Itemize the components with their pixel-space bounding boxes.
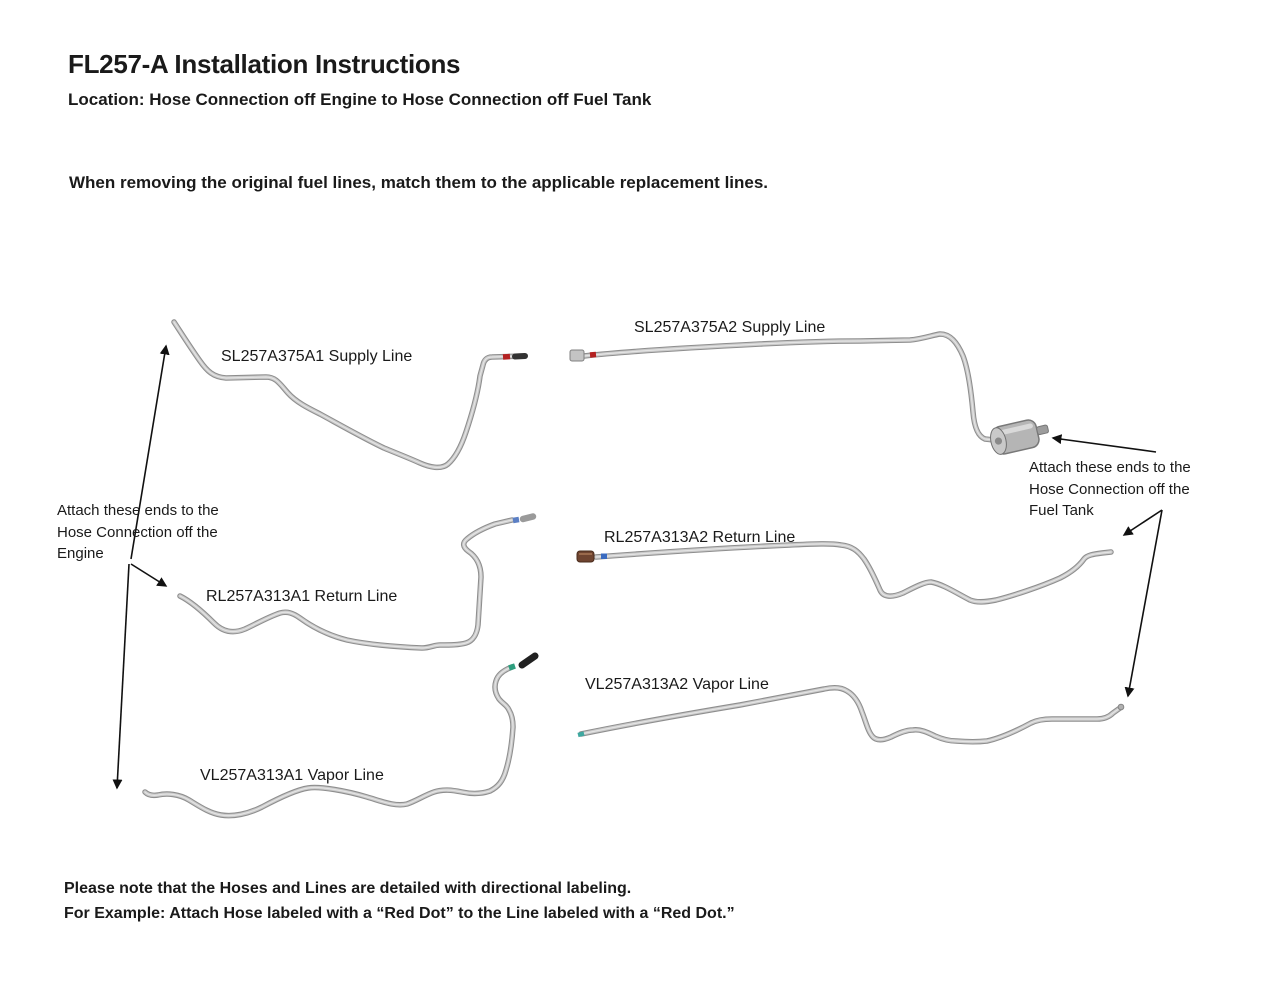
arrow-to-vapor-a1-icon [117, 564, 129, 788]
supply-line-a2-tube [584, 334, 994, 440]
supply-line-a2 [570, 334, 1051, 456]
intro-note: When removing the original fuel lines, match them to the applicable replacement lines. [69, 173, 769, 192]
fuel-tank-callout [1029, 457, 1191, 522]
supply-line-a1-tube [174, 322, 524, 467]
black-tip [522, 656, 535, 665]
label-return-line-a1: RL257A313A1 Return Line [206, 588, 398, 605]
supply-line-a1-tube [174, 322, 524, 467]
arrow-to-return-a1-icon [131, 564, 166, 586]
engine-callout-arrows [117, 346, 166, 788]
return-line-a1-tube [180, 520, 512, 648]
blue-dot-marker [513, 520, 519, 521]
vapor-line-a2-tube [581, 688, 1120, 742]
label-supply-line-a2: SL257A375A2 Supply Line [634, 319, 826, 336]
blue-dot-marker [601, 554, 607, 560]
vapor-line-a1 [145, 656, 535, 816]
return-line-a1 [180, 517, 533, 649]
footnote-line-1: Please note that the Hoses and Lines are detailed with directional labeling. [64, 880, 632, 897]
black-tip [515, 356, 525, 357]
fuel-filter [988, 416, 1051, 456]
label-return-line-a2: RL257A313A2 Return Line [604, 529, 796, 546]
location-subtitle: Location: Hose Connection off Engine to Hose Connection off Fuel Tank [68, 90, 652, 109]
return-line-a2 [577, 544, 1111, 602]
fuel-tank-callout-line: Hose Connection off the [1029, 480, 1190, 498]
fuel-filter-nipple [1036, 425, 1049, 435]
vapor-line-a1-tube [145, 667, 513, 816]
green-dot-marker [509, 666, 515, 668]
green-dot-marker [578, 734, 584, 736]
supply-line-a1-tube [174, 322, 524, 467]
label-supply-line-a1: SL257A375A1 Supply Line [221, 348, 413, 365]
label-vapor-line-a1: VL257A313A1 Vapor Line [200, 767, 384, 784]
return-line-a2-tube [596, 544, 1111, 602]
engine-callout-line: Engine [57, 545, 104, 562]
arrow-to-vapor-a2-icon [1128, 510, 1162, 696]
red-dot-marker [590, 355, 596, 356]
fuel-tank-callout-line: Attach these ends to the [1029, 459, 1191, 476]
footnote [64, 876, 735, 926]
arrow-to-fuel-filter-icon [1053, 438, 1156, 452]
red-dot-marker [503, 357, 510, 358]
engine-callout-line: Hose Connection off the [57, 523, 218, 541]
tube-end-tip [1118, 704, 1124, 710]
fuel-tank-callout-line: Fuel Tank [1029, 502, 1094, 519]
engine-callout [57, 500, 219, 565]
square-fitting [570, 350, 584, 361]
page-title: FL257-A Installation Instructions [68, 49, 461, 79]
label-vapor-line-a2: VL257A313A2 Vapor Line [585, 676, 769, 693]
vapor-line-a2 [578, 688, 1124, 742]
engine-callout-line: Attach these ends to the [57, 502, 219, 519]
supply-line-a1 [174, 322, 525, 467]
footnote-line-2: For Example: Attach Hose labeled with a “Red Dot” to the Line labeled with a “Red Dot.” [64, 905, 735, 922]
nut-tip [523, 517, 533, 520]
brown-fitting [577, 551, 594, 562]
